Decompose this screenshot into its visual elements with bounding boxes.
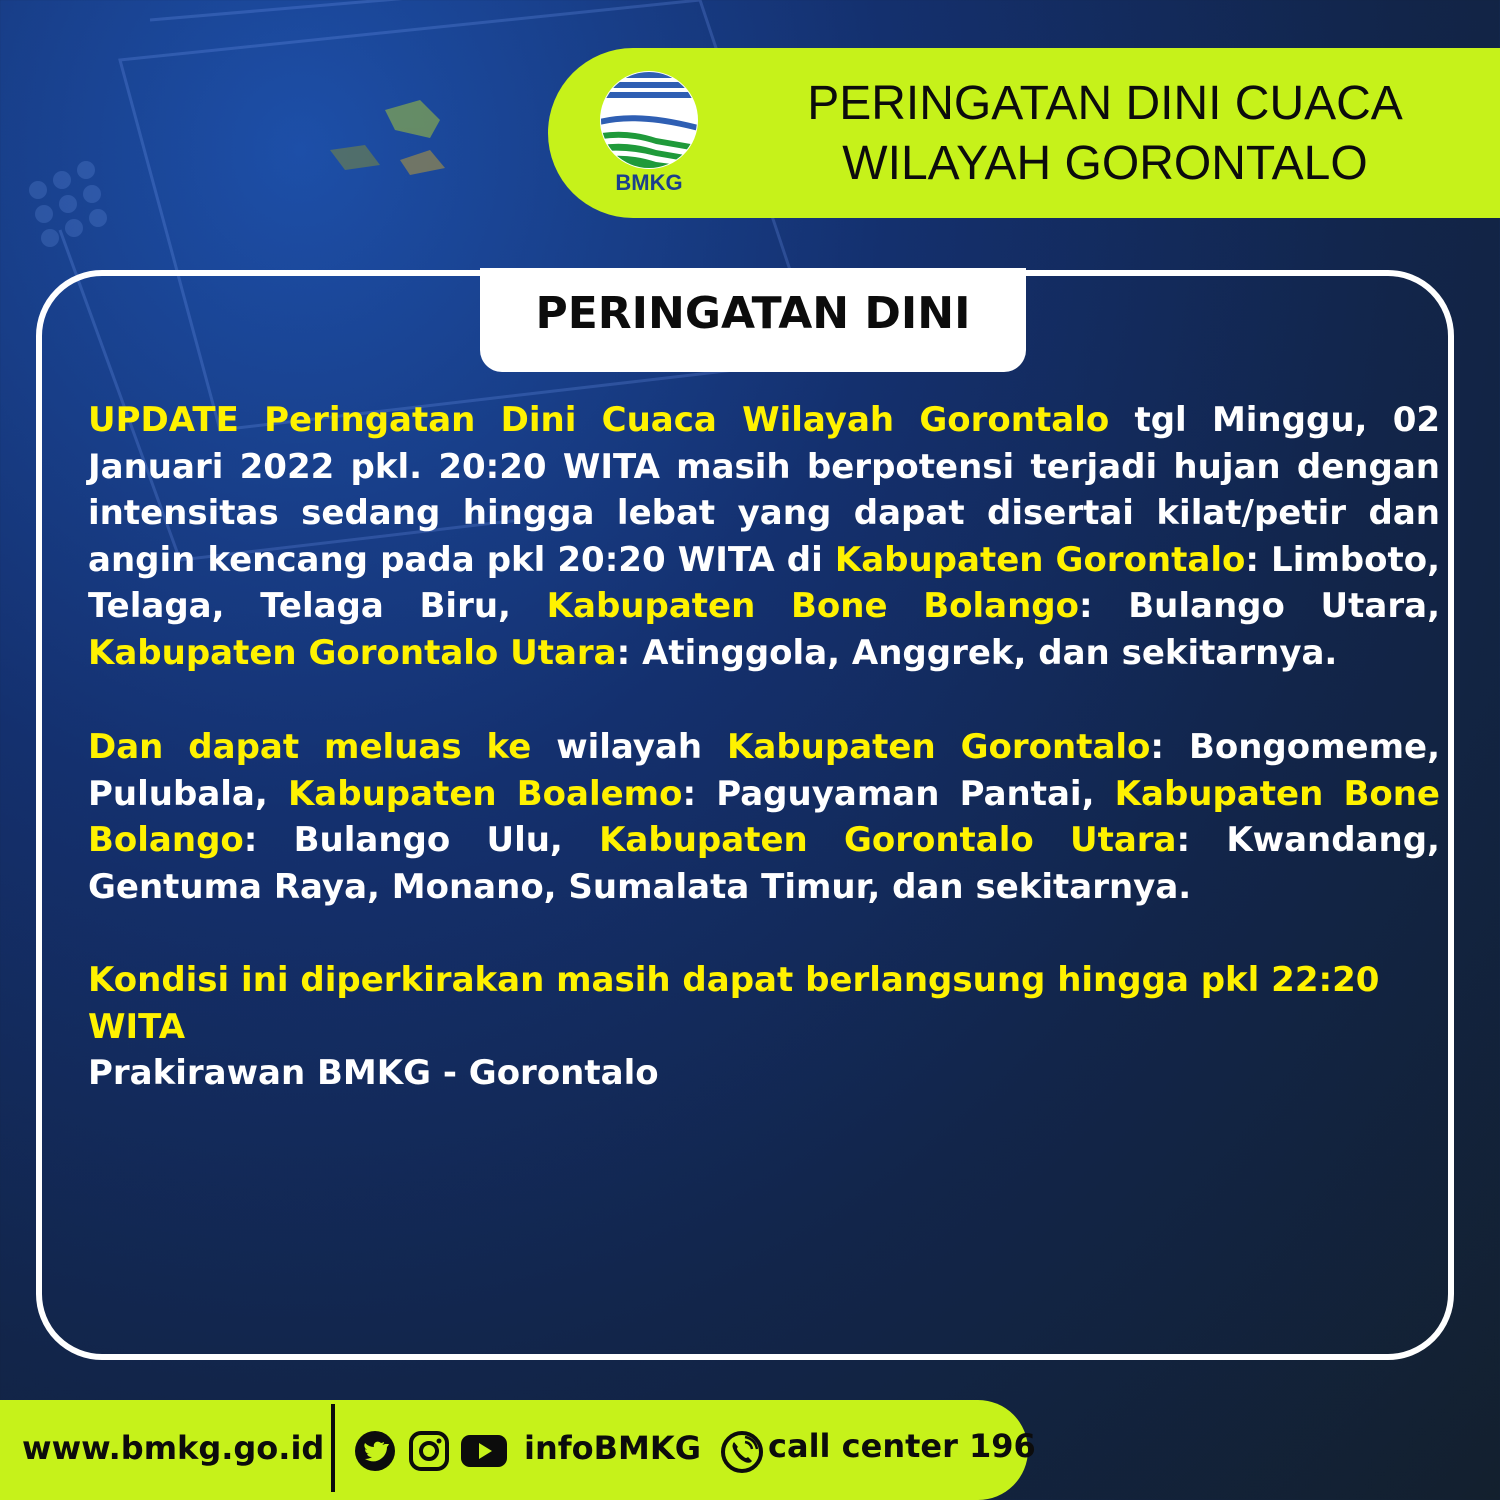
twitter-icon[interactable] bbox=[354, 1430, 396, 1472]
body-text-segment: : Paguyaman Pantai, bbox=[682, 773, 1115, 814]
social-handle[interactable]: infoBMKG bbox=[524, 1429, 701, 1467]
page-title-line1: PERINGATAN DINI CUACA bbox=[807, 77, 1403, 130]
duration-notice: Kondisi ini diperkirakan masih dapat berlangsung hingga pkl 22:20 WITA bbox=[88, 960, 1380, 1047]
body-text-segment: tgl Minggu, 02 Januari 2022 pkl. 20:20 WITA masih berpotensi terjadi hujan dengan intensitas sedang hingga lebat yang dapat disertai kilat/petir dan angin kencang pada pkl 20:20 WITA di bbox=[88, 400, 1441, 580]
warning-paragraph-1 bbox=[88, 397, 1440, 676]
bmkg-logo-text: BMKG bbox=[615, 170, 683, 194]
body-text-segment: : Bulango Utara, bbox=[1078, 586, 1440, 626]
phone-icon bbox=[720, 1430, 764, 1474]
website-link[interactable]: www.bmkg.go.id bbox=[22, 1429, 325, 1467]
footer-divider bbox=[331, 1404, 335, 1492]
highlighted-text: Kabupaten Gorontalo Utara bbox=[88, 632, 617, 673]
page-title-line2: WILAYAH GORONTALO bbox=[842, 137, 1368, 190]
card-tab-label: PERINGATAN DINI bbox=[535, 288, 971, 339]
highlighted-text: Kabupaten Gorontalo Utara bbox=[599, 820, 1177, 860]
highlighted-text: UPDATE Peringatan Dini Cuaca Wilayah Gorontalo bbox=[88, 400, 1110, 440]
highlighted-text: Kabupaten Bone Bolango bbox=[546, 586, 1079, 626]
body-text-segment: : Atinggola, Anggrek, dan sekitarnya. bbox=[616, 632, 1338, 673]
forecaster-signature: Prakirawan BMKG - Gorontalo bbox=[88, 1053, 659, 1093]
youtube-icon[interactable] bbox=[460, 1432, 508, 1470]
warning-paragraph-2 bbox=[88, 724, 1440, 910]
body-text-segment: : Bulango Ulu, bbox=[243, 820, 600, 860]
body-text-segment: : Limboto, Telaga, Telaga Biru, bbox=[88, 539, 1440, 626]
highlighted-text: Kabupaten Boalemo bbox=[287, 773, 683, 814]
highlighted-text: Kabupaten Gorontalo bbox=[834, 539, 1246, 580]
call-center-text[interactable]: call center 196 bbox=[768, 1427, 1036, 1465]
highlighted-text: Kabupaten Gorontalo bbox=[727, 727, 1151, 767]
page-title bbox=[760, 74, 1450, 194]
highlighted-text: Dan dapat meluas ke bbox=[88, 727, 532, 767]
bmkg-logo bbox=[596, 68, 702, 194]
body-text-segment: : Bongomeme, Pulubala, bbox=[88, 727, 1441, 814]
highlighted-text: Kabupaten Bone Bolango bbox=[88, 773, 1440, 860]
warning-paragraph-3 bbox=[88, 957, 1440, 1050]
instagram-icon[interactable] bbox=[408, 1430, 450, 1472]
body-text-segment: wilayah bbox=[531, 727, 728, 767]
body-text-segment: : Kwandang, Gentuma Raya, Monano, Sumalata Timur, dan sekitarnya. bbox=[88, 820, 1440, 907]
